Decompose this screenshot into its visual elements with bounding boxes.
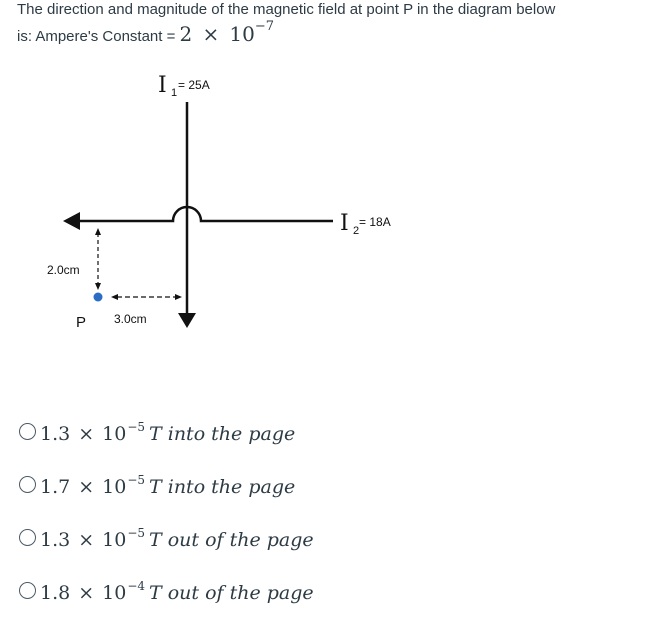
- radio-button[interactable]: [19, 476, 36, 493]
- option-unit: T into the page: [149, 476, 296, 498]
- distance-vertical-label: 2.0cm: [47, 263, 80, 277]
- i2-symbol: I: [340, 211, 349, 236]
- option-mantissa: 1.7: [40, 476, 71, 498]
- i2-value: = 18A: [359, 215, 391, 229]
- answer-option-3[interactable]: [19, 522, 314, 558]
- i1-symbol: I: [158, 73, 167, 98]
- question-prefix: is: Ampere's Constant =: [17, 28, 180, 45]
- option-text: [40, 473, 296, 498]
- answer-options: [19, 416, 314, 628]
- i1-value: = 25A: [178, 78, 210, 92]
- arrow-down-small-icon: [95, 283, 101, 290]
- option-base: 10: [102, 476, 127, 498]
- arrow-up-icon: [95, 228, 101, 235]
- option-base: 10: [102, 423, 127, 445]
- option-base: 10: [102, 529, 127, 551]
- question-text-line1: The direction and magnitude of the magnetic field at point P in the diagram below: [17, 1, 556, 18]
- option-text: [40, 526, 314, 551]
- option-times: ×: [78, 582, 95, 604]
- option-text: [40, 579, 314, 604]
- answer-option-1[interactable]: [19, 416, 314, 452]
- answer-option-4[interactable]: [19, 575, 314, 611]
- answer-option-2[interactable]: [19, 469, 314, 505]
- dimension-vertical: [95, 228, 101, 290]
- point-label: P: [76, 314, 87, 331]
- arrow-left-small-icon: [111, 294, 118, 300]
- i1-subscript: 1: [171, 87, 178, 99]
- option-times: ×: [78, 529, 95, 551]
- wire-i1: [178, 102, 196, 328]
- radio-button[interactable]: [19, 582, 36, 599]
- radio-button[interactable]: [19, 423, 36, 440]
- option-times: ×: [78, 423, 95, 445]
- option-mantissa: 1.8: [40, 582, 71, 604]
- option-mantissa: 1.3: [40, 423, 71, 445]
- constant-exponent: −7: [254, 19, 274, 34]
- constant-times: ×: [202, 22, 220, 46]
- option-unit: T into the page: [149, 423, 296, 445]
- wire-i2: [63, 207, 333, 230]
- option-times: ×: [78, 476, 95, 498]
- option-exponent: −5: [127, 526, 146, 540]
- option-exponent: −4: [127, 579, 146, 593]
- arrow-right-small-icon: [175, 294, 182, 300]
- constant-base: 10: [229, 22, 255, 46]
- point-p: [94, 293, 103, 302]
- option-exponent: −5: [127, 473, 146, 487]
- option-unit: T out of the page: [149, 529, 314, 551]
- arrow-left-icon: [63, 212, 80, 230]
- option-unit: T out of the page: [149, 582, 314, 604]
- dimension-horizontal: [111, 294, 182, 300]
- i2-subscript: 2: [353, 225, 360, 237]
- option-mantissa: 1.3: [40, 529, 71, 551]
- arrow-down-icon: [178, 313, 196, 328]
- radio-button[interactable]: [19, 529, 36, 546]
- option-text: [40, 420, 296, 445]
- option-exponent: −5: [127, 420, 146, 434]
- distance-horizontal-label: 3.0cm: [114, 312, 147, 326]
- constant-mantissa: 2: [179, 22, 193, 46]
- option-base: 10: [102, 582, 127, 604]
